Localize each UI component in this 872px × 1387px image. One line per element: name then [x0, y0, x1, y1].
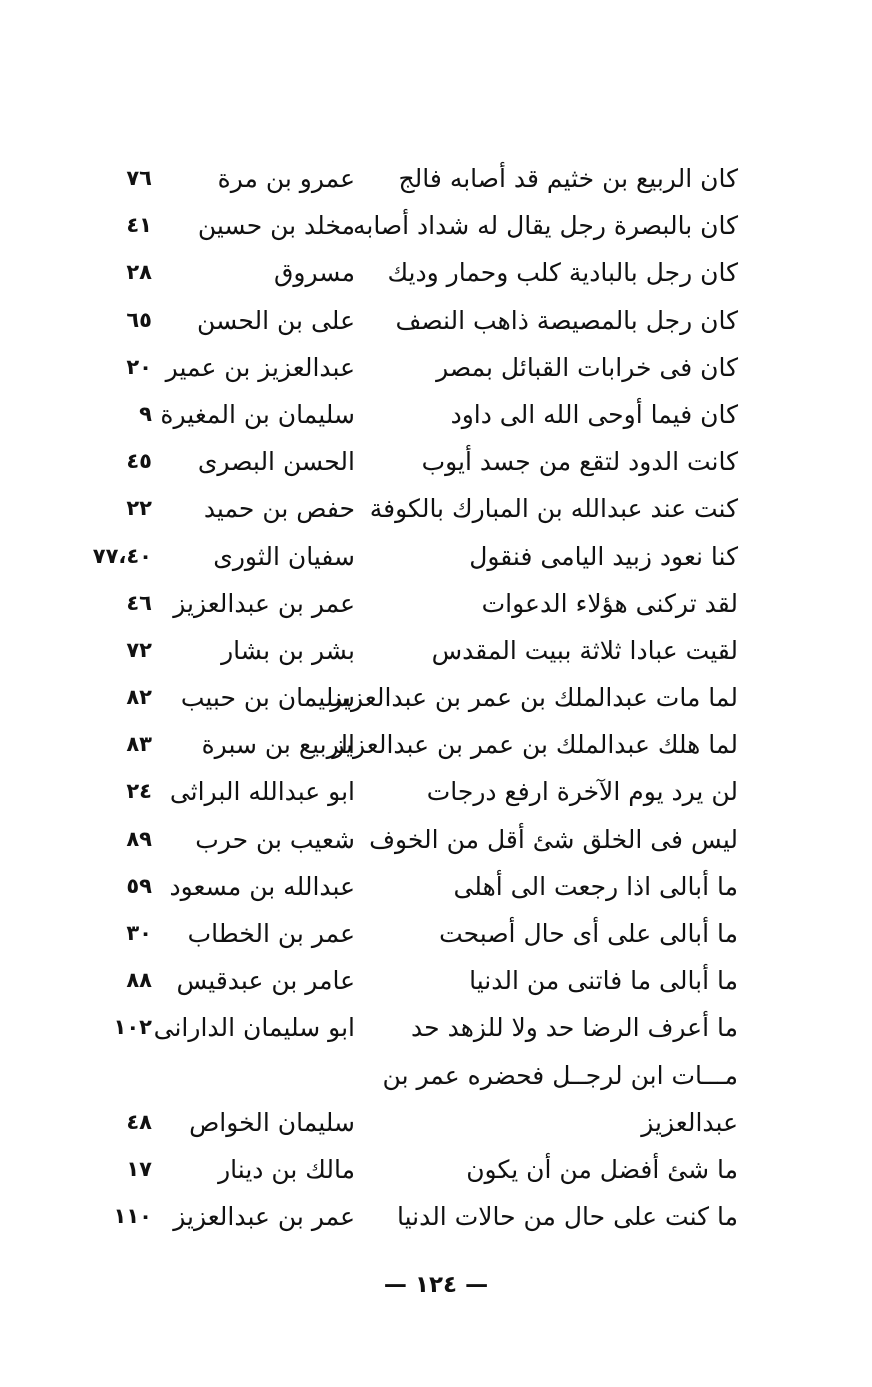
narrator-name: عبدالعزيز بن عمير	[165, 352, 355, 382]
hadith-opening-phrase: ما أبالى على أى حال أصبحت	[439, 919, 738, 948]
page-reference: ٢٤	[126, 779, 152, 804]
page-reference: ٩	[139, 401, 152, 426]
narrator-name: ابو سليمان الدارانى	[153, 1013, 355, 1043]
page-reference: ٣٠	[126, 921, 152, 945]
narrator-name: مسروق	[274, 258, 355, 288]
index-row	[60, 1146, 750, 1193]
index-row	[60, 957, 750, 1004]
page-reference: ٥٩	[126, 873, 152, 898]
page-reference: ٢٢	[126, 496, 152, 521]
page-reference: ٤٦	[126, 590, 152, 615]
page-reference: ١٠٢	[113, 1015, 152, 1040]
page-reference: ٨٩	[126, 826, 152, 851]
page-reference: ٧٦	[126, 166, 152, 190]
hadith-opening-phrase: لما هلك عبدالملك بن عمر بن عبدالعزيز	[332, 730, 738, 760]
page-reference: ٢٠	[126, 354, 152, 379]
narrator-name: عمر بن عبدالعزيز	[173, 1202, 355, 1232]
narrator-name: عمرو بن مرة	[217, 164, 355, 193]
hadith-opening-phrase: لقيت عبادا ثلاثة ببيت المقدس	[431, 635, 738, 665]
page-reference: ٤٨	[126, 1109, 152, 1134]
index-row	[60, 485, 750, 532]
narrator-name: سليمان بن حبيب	[180, 683, 355, 713]
page-reference: ٦٥	[126, 307, 152, 332]
hadith-opening-phrase: لما مات عبدالملك بن عمر بن عبدالعزيز	[330, 683, 738, 713]
narrator-name: ابو عبدالله البراثى	[169, 777, 355, 807]
index-row	[60, 1099, 750, 1146]
hadith-opening-phrase: لن يرد يوم الآخرة ارفع درجات	[426, 777, 738, 807]
page-reference: ٨٨	[126, 968, 152, 993]
index-row	[60, 438, 750, 485]
hadith-opening-phrase: ما شئ أفضل من أن يكون	[466, 1154, 738, 1184]
index-row	[60, 768, 750, 815]
hadith-opening-phrase: مـــات ابن لرجــل فحضره عمر بن	[382, 1060, 738, 1090]
page-reference: ٨٢	[126, 685, 152, 710]
index-row	[60, 674, 750, 721]
hadith-opening-phrase: كان رجل بالمصيصة ذاهب النصف	[395, 305, 738, 335]
index-row	[60, 721, 750, 768]
index-row	[60, 297, 750, 344]
page-reference: ٢٨	[126, 260, 152, 285]
index-row	[60, 344, 750, 391]
narrator-name: مخلد بن حسين	[197, 211, 355, 241]
index-row	[60, 1193, 750, 1240]
hadith-opening-phrase: كانت الدود لتقع من جسد أيوب	[421, 447, 738, 477]
narrator-name: الحسن البصرى	[197, 447, 355, 477]
narrator-name: سفيان الثورى	[213, 541, 355, 571]
hadith-opening-phrase: كنت عند عبدالله بن المبارك بالكوفة	[369, 494, 738, 524]
index-row	[60, 1004, 750, 1051]
narrator-name: الربيع بن سبرة	[201, 730, 355, 760]
index-row	[60, 1052, 750, 1099]
narrator-name: على بن الحسن	[197, 305, 355, 335]
hadith-opening-phrase: كان فى خرابات القبائل بمصر	[436, 352, 738, 382]
index-row	[60, 202, 750, 249]
hadith-opening-phrase: كنا نعود زبيد اليامى فنقول	[469, 541, 738, 571]
index-row	[60, 249, 750, 296]
narrator-name: سليمان الخواص	[189, 1107, 355, 1137]
page-reference: ٧٧،٤٠	[92, 543, 152, 568]
hadith-opening-phrase: كان فيما أوحى الله الى داود	[450, 399, 738, 429]
page-reference: ١٧	[126, 1156, 152, 1181]
hadith-opening-phrase: ما أعرف الرضا حد ولا للزهد حد	[411, 1013, 738, 1043]
index-row	[60, 533, 750, 580]
hadith-opening-phrase: كان رجل بالبادية كلب وحمار وديك	[387, 258, 738, 288]
hadith-opening-phrase: عبدالعزيز	[641, 1107, 738, 1137]
page-number: — ١٢٤ —	[383, 1272, 489, 1298]
narrator-name: مالك بن دينار	[218, 1154, 355, 1184]
page-reference: ٨٣	[126, 732, 152, 757]
narrator-name: عمر بن الخطاب	[187, 919, 355, 948]
index-row	[60, 863, 750, 910]
narrator-name: حفص بن حميد	[203, 494, 355, 524]
hadith-opening-phrase: ما أبالى ما فاتنى من الدنيا	[469, 966, 738, 996]
index-row	[60, 910, 750, 957]
hadith-opening-phrase: كان بالبصرة رجل يقال له شداد أصابه	[352, 211, 738, 241]
index-row	[60, 155, 750, 202]
hadith-opening-phrase: ما كنت على حال من حالات الدنيا	[396, 1202, 738, 1232]
narrator-name: عامر بن عبدقيس	[176, 966, 355, 996]
hadith-opening-phrase: لقد تركنى هؤلاء الدعوات	[481, 588, 738, 618]
narrator-name: عبدالله بن مسعود	[169, 871, 355, 901]
page-reference: ٧٢	[126, 637, 152, 662]
hadith-opening-phrase: كان الربيع بن خثيم قد أصابه فالج	[398, 164, 738, 193]
page-reference: ٤٥	[126, 449, 152, 474]
narrator-name: بشر بن بشار	[221, 635, 355, 665]
narrator-name: شعيب بن حرب	[195, 824, 355, 854]
hadith-opening-phrase: ما أبالى اذا رجعت الى أهلى	[453, 871, 738, 901]
narrator-name: سليمان بن المغيرة	[160, 399, 355, 429]
index-row	[60, 627, 750, 674]
index-row	[60, 580, 750, 627]
index-row	[60, 391, 750, 438]
page-reference: ١١٠	[113, 1204, 152, 1229]
narrator-name: عمر بن عبدالعزيز	[173, 588, 355, 618]
index-row	[60, 816, 750, 863]
index-table	[60, 155, 750, 1240]
hadith-opening-phrase: ليس فى الخلق شئ أقل من الخوف	[369, 824, 738, 854]
page-reference: ٤١	[126, 213, 152, 238]
